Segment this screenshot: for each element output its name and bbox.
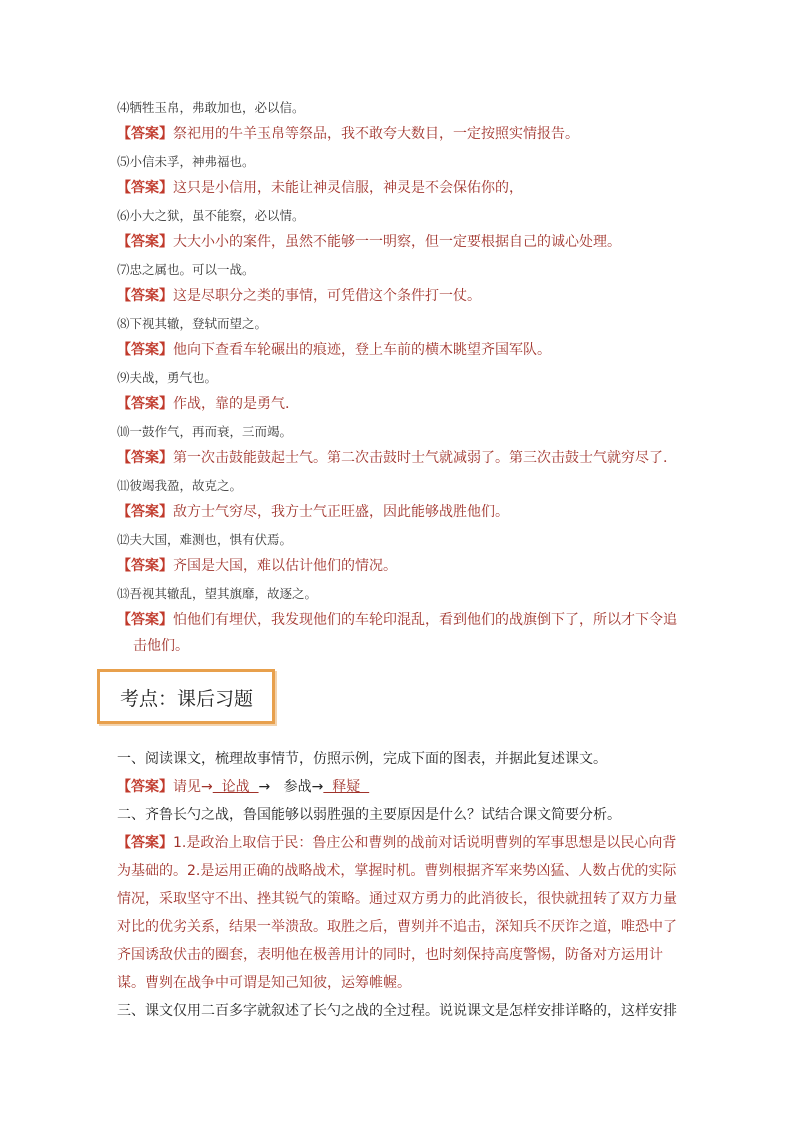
answer-line — [117, 499, 679, 526]
answer-text: 第一次击鼓能鼓起士气。第二次击鼓时士气就减弱了。第三次击鼓士气就穷尽了. — [173, 450, 668, 466]
question-line: ⑺忠之属也。可以一战。 — [117, 262, 255, 277]
exercise-2-question: 二、齐鲁长勺之战，鲁国能够以弱胜强的主要原因是什么？试结合课文简要分析。 — [117, 807, 621, 823]
answer-text: 他向下查看车轮碾出的痕迹，登上车前的横木眺望齐国军队。 — [173, 342, 551, 358]
answer-blank-1: 论战 — [212, 779, 259, 795]
answer-tag: 【答案】 — [117, 450, 173, 466]
answer-text: 敌方士气穷尽，我方士气正旺盛，因此能够战胜他们。 — [173, 504, 509, 520]
answer-line — [117, 283, 679, 310]
answer-text: 这只是小信用，未能让神灵信服，神灵是不会保佑你的， — [173, 180, 523, 196]
answer-tag: 【答案】 — [117, 288, 173, 304]
answer-tag: 【答案】 — [117, 234, 173, 250]
question-line: ⑷牺牲玉帛，弗敢加也，必以信。 — [117, 100, 305, 115]
answer-tag: 【答案】 — [117, 396, 173, 412]
answer-text: 怕他们有埋伏，我发现他们的车轮印混乱，看到他们的战旗倒下了，所以才下令追击他们。 — [133, 612, 677, 654]
exercise-2-answer — [117, 829, 683, 997]
answer-line — [117, 391, 679, 418]
answer-tag: 【答案】 — [117, 558, 173, 574]
answer-tag: 【答案】 — [117, 342, 173, 358]
answer-tag: 【答案】 — [117, 779, 173, 795]
answer-text: 齐国是大国，难以估计他们的情况。 — [173, 558, 397, 574]
section-heading-box — [97, 669, 275, 724]
question-line: ⑿夫大国，难测也，惧有伏焉。 — [117, 532, 293, 547]
exercise-1-answer — [117, 773, 683, 801]
exercise-1-question: 一、阅读课文，梳理故事情节，仿照示例，完成下面的图表，并据此复述课文。 — [117, 751, 607, 767]
answer-lead: 请见→ — [173, 779, 213, 795]
answer-tag: 【答案】 — [117, 835, 173, 851]
question-line: ⒀吾视其辙乱，望其旗靡，故逐之。 — [117, 586, 318, 601]
answer-blank-2: 释疑 — [323, 779, 370, 795]
answer-line — [117, 445, 679, 472]
answer-text: 1.是政治上取信于民：鲁庄公和曹刿的战前对话说明曹刿的军事思想是以民心向背为基础的。2.是运用正确的战略战术，掌握时机。曹刿根据齐军来势凶猛、人数占优的实际情况，采取坚守不出、挫其锐气的策略。通过双方勇力的此消彼长，很快就扭转了双方力量对比的优劣关系，结果一举溃敌。取胜之后，曹刿并不追击，深知兵不厌诈之道，唯恐中了齐国诱敌伏击的圈套，表明他在极善用计的同时，也时刻保持高度警惕，防备对方运用计谋。曹刿在战争中可谓是知己知彼，运筹帷幄。 — [117, 835, 677, 991]
answer-tag: 【答案】 — [117, 180, 173, 196]
answer-arrow: → 参战→ — [258, 779, 324, 795]
answer-text: 这是尽职分之类的事情，可凭借这个条件打一仗。 — [173, 288, 481, 304]
answer-line — [117, 607, 679, 659]
section-title: 考点：课后习题 — [120, 688, 254, 710]
question-line: ⑼夫战，勇气也。 — [117, 370, 218, 385]
answer-line — [117, 175, 679, 202]
answer-tag: 【答案】 — [117, 504, 173, 520]
answer-line — [117, 553, 679, 580]
answer-tag: 【答案】 — [117, 612, 173, 628]
answer-text: 大大小小的案件，虽然不能够一一明察，但一定要根据自己的诚心处理。 — [173, 234, 621, 250]
translation-list — [117, 94, 679, 659]
question-line: ⑽一鼓作气，再而衰，三而竭。 — [117, 424, 293, 439]
answer-text: 祭祀用的牛羊玉帛等祭品，我不敢夸大数目，一定按照实情报告。 — [173, 126, 579, 142]
question-line: ⑻下视其辙，登轼而望之。 — [117, 316, 268, 331]
question-line: ⑾彼竭我盈，故克之。 — [117, 478, 243, 493]
answer-tag: 【答案】 — [117, 126, 173, 142]
answer-line — [117, 121, 679, 148]
answer-line — [117, 229, 679, 256]
exercises — [117, 745, 683, 1025]
exercise-3-question: 三、课文仅用二百多字就叙述了长勺之战的全过程。说说课文是怎样安排详略的，这样安排 — [117, 1003, 677, 1019]
question-line: ⑹小大之狱，虽不能察，必以情。 — [117, 208, 305, 223]
question-line: ⑸小信未孚，神弗福也。 — [117, 154, 255, 169]
answer-text: 作战，靠的是勇气. — [173, 396, 290, 412]
answer-line — [117, 337, 679, 364]
